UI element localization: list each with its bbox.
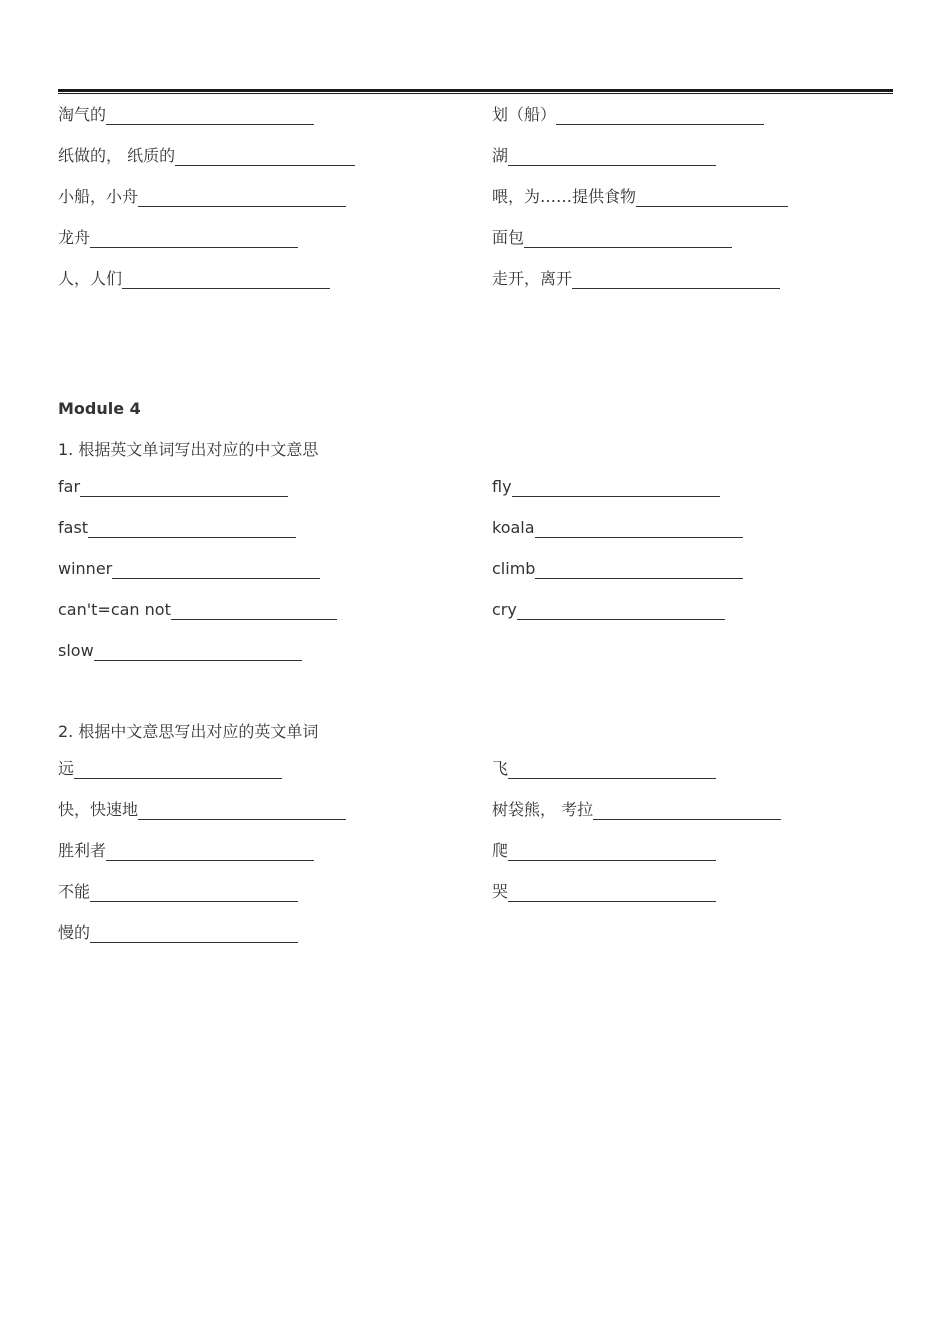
vocab-label: 划（船）	[492, 105, 557, 124]
answer-blank[interactable]	[508, 884, 716, 902]
vocab-item	[492, 269, 780, 289]
vocab-label: 小船，小舟	[58, 187, 139, 206]
vocab-label: cry	[492, 600, 517, 619]
answer-blank[interactable]	[90, 230, 298, 248]
vocab-label: fly	[492, 477, 512, 496]
vocab-label: 龙舟	[58, 228, 91, 247]
vocab-item	[58, 269, 330, 289]
vocab-item	[492, 800, 781, 820]
vocab-item	[492, 228, 732, 248]
vocab-label: 哭	[492, 882, 509, 901]
vocab-label: climb	[492, 559, 536, 578]
vocab-item	[58, 187, 346, 207]
vocab-label: 远	[58, 759, 75, 778]
vocab-item	[58, 923, 298, 943]
answer-blank[interactable]	[572, 271, 780, 289]
answer-blank[interactable]	[512, 479, 720, 497]
answer-blank[interactable]	[556, 107, 764, 125]
vocab-label: 慢的	[58, 923, 91, 942]
answer-blank[interactable]	[90, 925, 298, 943]
vocab-label: 纸做的， 纸质的	[58, 146, 176, 165]
vocab-label: 湖	[492, 146, 509, 165]
answer-blank[interactable]	[74, 761, 282, 779]
vocab-item	[58, 228, 298, 248]
vocab-label: 淘气的	[58, 105, 107, 124]
vocab-label: winner	[58, 559, 113, 578]
vocab-item	[58, 105, 314, 125]
vocab-label: fast	[58, 518, 89, 537]
vocab-item	[58, 477, 288, 497]
part2-instruction: 2. 根据中文意思写出对应的英文单词	[58, 722, 319, 741]
part1-instruction: 1. 根据英文单词写出对应的中文意思	[58, 440, 319, 459]
answer-blank[interactable]	[138, 189, 346, 207]
answer-blank[interactable]	[508, 148, 716, 166]
vocab-label: koala	[492, 518, 535, 537]
vocab-label: 喂，为……提供食物	[492, 187, 637, 206]
answer-blank[interactable]	[106, 843, 314, 861]
answer-blank[interactable]	[535, 561, 743, 579]
vocab-item	[492, 477, 720, 497]
module-title: Module 4	[58, 399, 141, 418]
answer-blank[interactable]	[80, 479, 288, 497]
vocab-item	[492, 518, 743, 538]
vocab-label: 人，人们	[58, 269, 123, 288]
answer-blank[interactable]	[90, 884, 298, 902]
answer-blank[interactable]	[122, 271, 330, 289]
answer-blank[interactable]	[524, 230, 732, 248]
vocab-item	[58, 146, 355, 166]
vocab-label: can't=can not	[58, 600, 171, 619]
vocab-item	[492, 841, 716, 861]
answer-blank[interactable]	[112, 561, 320, 579]
vocab-label: 面包	[492, 228, 525, 247]
vocab-item	[492, 559, 743, 579]
vocab-label: 快，快速地	[58, 800, 139, 819]
answer-blank[interactable]	[106, 107, 314, 125]
vocab-label: 胜利者	[58, 841, 107, 860]
vocab-item	[492, 759, 716, 779]
answer-blank[interactable]	[508, 843, 716, 861]
vocab-item	[58, 882, 298, 902]
vocab-item	[492, 105, 764, 125]
answer-blank[interactable]	[593, 802, 781, 820]
vocab-item	[492, 146, 716, 166]
answer-blank[interactable]	[535, 520, 743, 538]
answer-blank[interactable]	[138, 802, 346, 820]
vocab-label: 树袋熊， 考拉	[492, 800, 594, 819]
vocab-label: 不能	[58, 882, 91, 901]
vocab-item	[58, 841, 314, 861]
vocab-label: far	[58, 477, 81, 496]
vocab-label: 飞	[492, 759, 509, 778]
vocab-item	[58, 759, 282, 779]
vocab-item	[58, 600, 337, 620]
vocab-item	[58, 518, 296, 538]
vocab-item	[492, 187, 788, 207]
vocab-label: 走开，离开	[492, 269, 573, 288]
answer-blank[interactable]	[88, 520, 296, 538]
vocab-label: 爬	[492, 841, 509, 860]
answer-blank[interactable]	[636, 189, 788, 207]
vocab-label: slow	[58, 641, 94, 660]
vocab-item	[58, 800, 346, 820]
vocab-item	[492, 882, 716, 902]
header-rule	[58, 89, 893, 94]
answer-blank[interactable]	[175, 148, 355, 166]
vocab-item	[492, 600, 725, 620]
answer-blank[interactable]	[171, 602, 337, 620]
answer-blank[interactable]	[517, 602, 725, 620]
answer-blank[interactable]	[508, 761, 716, 779]
vocab-item	[58, 559, 320, 579]
vocab-item	[58, 641, 302, 661]
answer-blank[interactable]	[94, 643, 302, 661]
